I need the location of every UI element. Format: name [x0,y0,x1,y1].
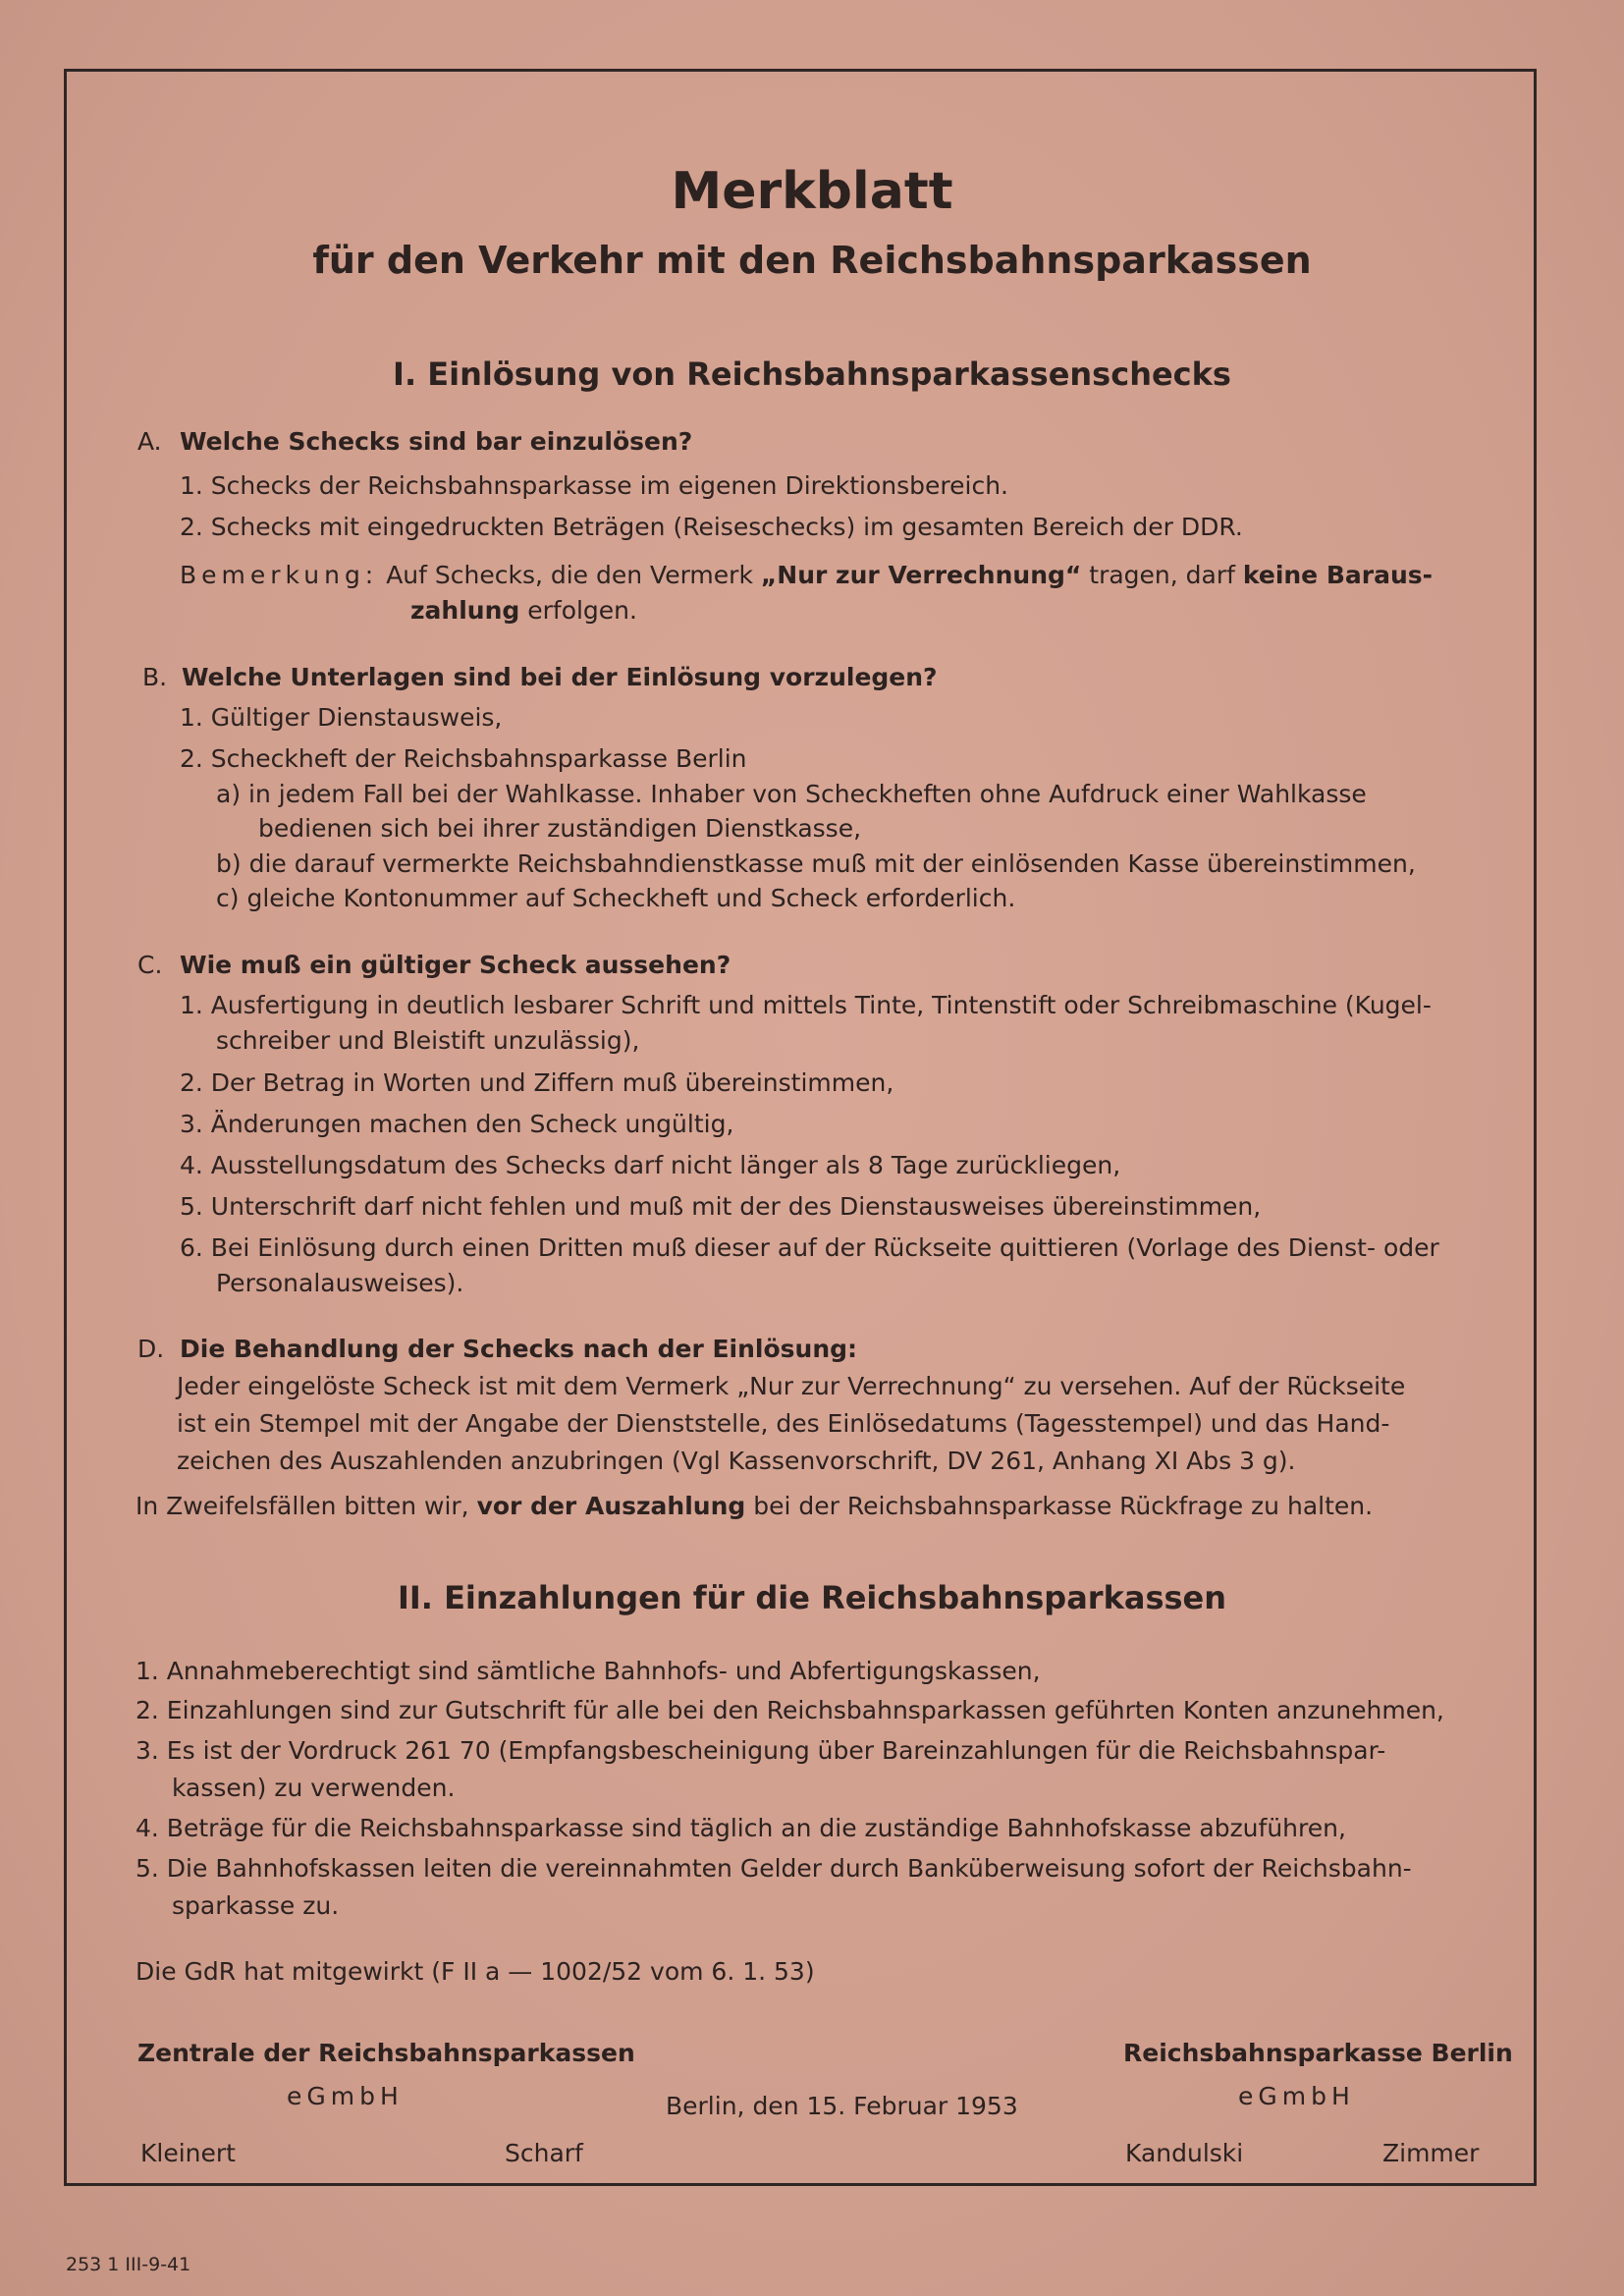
document-title: Merkblatt [671,162,953,221]
list-subitem: c) gleiche Kontonummer auf Scheckheft und Scheck erforderlich. [216,884,1016,912]
list-item: 1. Gültiger Dienstausweis, [180,703,503,732]
remark-text: Auf Schecks, die den Vermerk [386,561,753,589]
remark-text: tragen, darf [1089,561,1235,589]
right-organization: Reichsbahnsparkasse Berlin [1123,2039,1513,2067]
list-item: 1. Ausfertigung in deutlich lesbarer Schrift und mittels Tinte, Tintenstift oder Schreibmaschine (Kugel- [180,991,1432,1019]
list-item: 1. Annahmeberechtigt sind sämtliche Bahnhofs- und Abfertigungskassen, [135,1657,1041,1685]
list-item: 2. Einzahlungen sind zur Gutschrift für alle bei den Reichsbahnsparkassen geführten Konten anzunehmen, [135,1696,1444,1724]
list-item: 5. Die Bahnhofskassen leiten die vereinnahmten Gelder durch Banküberweisung sofort der Reichsbahn- [135,1854,1412,1883]
list-item: 6. Bei Einlösung durch einen Dritten muß dieser auf der Rückseite quittieren (Vorlage des Dienst- oder [180,1233,1439,1262]
section-b-letter: B. [142,663,168,691]
doubt-text: In Zweifelsfällen bitten wir, [135,1492,469,1520]
list-item: 2. Scheckheft der Reichsbahnsparkasse Berlin [180,744,747,773]
right-legal-form: eGmbH [1238,2082,1355,2110]
doubt-emphasis: vor der Auszahlung [476,1492,746,1520]
list-item-cont: Personalausweises). [216,1269,464,1297]
remark-quote: „Nur zur Verrechnung“ [760,561,1082,589]
signatory-name: Scharf [505,2139,583,2167]
list-item: 1. Schecks der Reichsbahnsparkasse im eigenen Direktionsbereich. [180,471,1008,500]
section-c-letter: C. [137,951,163,979]
list-subitem: b) die darauf vermerkte Reichsbahndienstkasse muß mit der einlösenden Kasse übereinstimmen, [216,849,1416,878]
section-d-letter: D. [137,1335,165,1363]
section-1-heading: I. Einlösung von Reichsbahnsparkassenschecks [393,355,1231,393]
section-a-heading: Welche Schecks sind bar einzulösen? [180,427,693,456]
list-subitem: bedienen sich bei ihrer zuständigen Dienstkasse, [258,814,862,843]
doubt-note [135,1489,1373,1524]
remark-label: Bemerkung: [180,561,379,589]
remark-emphasis: zahlung [410,596,520,625]
list-item: 2. Schecks mit eingedruckten Beträgen (Reiseschecks) im gesamten Bereich der DDR. [180,513,1243,541]
list-subitem: a) in jedem Fall bei der Wahlkasse. Inhaber von Scheckheften ohne Aufdruck einer Wahlkasse [216,780,1367,808]
document-subtitle: für den Verkehr mit den Reichsbahnsparkassen [312,239,1312,282]
paragraph-line: Jeder eingelöste Scheck ist mit dem Vermerk „Nur zur Verrechnung“ zu versehen. Auf der Rückseite [177,1372,1406,1400]
signatory-name: Zimmer [1382,2139,1480,2167]
signatory-name: Kleinert [140,2139,236,2167]
section-d-heading: Die Behandlung der Schecks nach der Einlösung: [180,1335,858,1363]
list-item: 5. Unterschrift darf nicht fehlen und muß mit der des Dienstausweises übereinstimmen, [180,1192,1262,1221]
section-a-letter: A. [137,427,162,456]
list-item-cont: schreiber und Bleistift unzulässig), [216,1026,640,1055]
left-legal-form: eGmbH [287,2082,404,2110]
list-item-cont: kassen) zu verwenden. [172,1774,456,1802]
paragraph-line: zeichen des Auszahlenden anzubringen (Vgl Kassenvorschrift, DV 261, Anhang XI Abs 3 g). [177,1447,1296,1475]
list-item: 3. Änderungen machen den Scheck ungültig, [180,1110,734,1138]
doubt-text: bei der Reichsbahnsparkasse Rückfrage zu halten. [753,1492,1374,1520]
remark-line-2 [410,593,637,629]
list-item: 2. Der Betrag in Worten und Ziffern muß übereinstimmen, [180,1068,894,1097]
remark-text: erfolgen. [527,596,637,625]
list-item-cont: sparkasse zu. [172,1891,340,1920]
section-b-heading: Welche Unterlagen sind bei der Einlösung vorzulegen? [182,663,938,691]
remark-emphasis: keine Baraus- [1242,561,1434,589]
list-item: 4. Ausstellungsdatum des Schecks darf nicht länger als 8 Tage zurückliegen, [180,1151,1121,1179]
left-organization: Zentrale der Reichsbahnsparkassen [137,2039,635,2067]
list-item: 4. Beträge für die Reichsbahnsparkasse sind täglich an die zuständige Bahnhofskasse abzuführen, [135,1814,1346,1842]
form-number: 253 1 III-9-41 [66,2254,191,2275]
gdr-note: Die GdR hat mitgewirkt (F II a — 1002/52 vom 6. 1. 53) [135,1957,815,1986]
section-c-heading: Wie muß ein gültiger Scheck aussehen? [180,951,731,979]
remark-line [180,558,1476,593]
section-2-heading: II. Einzahlungen für die Reichsbahnsparkassen [397,1579,1227,1616]
list-item: 3. Es ist der Vordruck 261 70 (Empfangsbescheinigung über Bareinzahlungen für die Reichsbahnspar- [135,1736,1386,1765]
signatory-name: Kandulski [1125,2139,1244,2167]
paragraph-line: ist ein Stempel mit der Angabe der Dienststelle, des Einlösedatums (Tagesstempel) und das Hand- [177,1409,1390,1438]
place-date: Berlin, den 15. Februar 1953 [666,2092,1018,2120]
